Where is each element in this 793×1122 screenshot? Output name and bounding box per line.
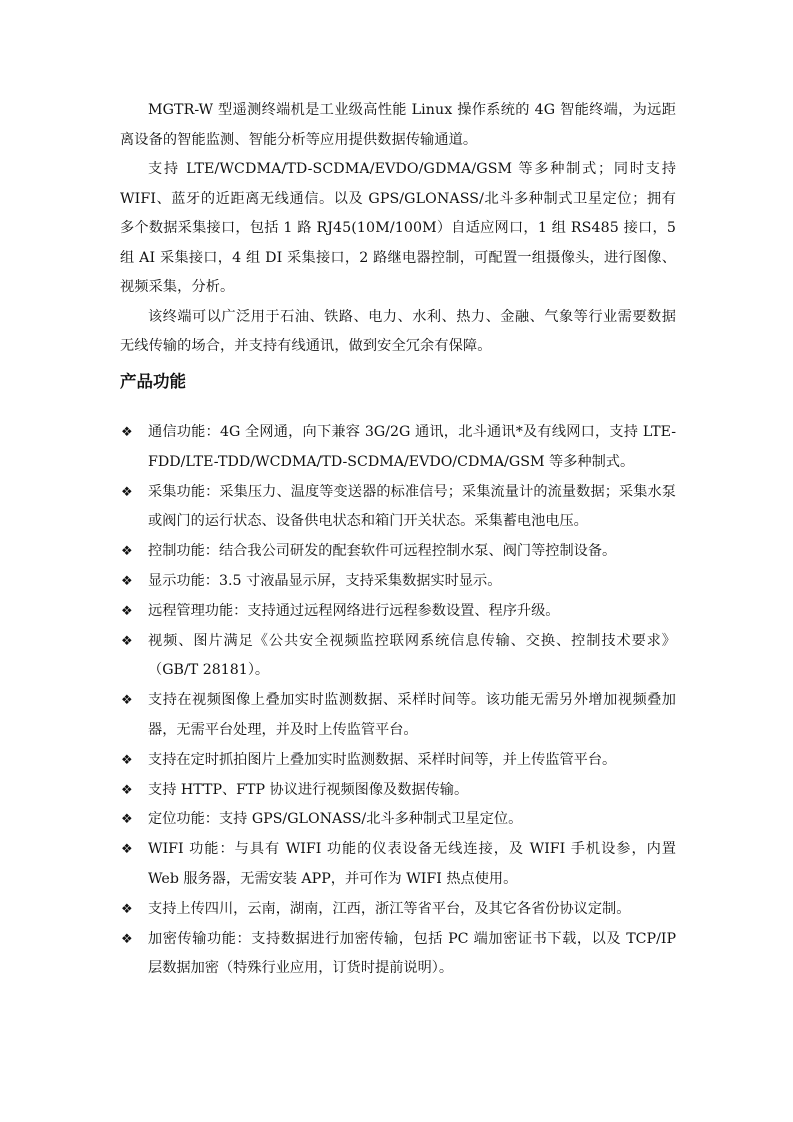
feature-text: 加密传输功能：支持数据进行加密传输，包括 PC 端加密证书下载，以及 TCP/IP 层数据加密（特殊行业应用，订货时提前说明）。 bbox=[148, 930, 676, 977]
intro-paragraph-2: 支持 LTE/WCDMA/TD-SCDMA/EVDO/GDMA/GSM 等多种制式；同时支持 WIFI、蓝牙的近距离无线通信。以及 GPS/GLONASS/北斗多种制式卫星定位；拥有多个数据采集接口，包括 1 路 RJ45(10M/100M）自适应网口，1 组 RS485 接口，5 组 AI 采集接口，4 组 DI 采集接口，2 路继电器控制，可配置一组摄像头，进行图像、视频采集，分析。 bbox=[120, 161, 676, 295]
feature-text: 支持 HTTP、FTP 协议进行视频图像及数据传输。 bbox=[148, 781, 469, 798]
feature-item-communication bbox=[120, 418, 676, 478]
intro-paragraph-3: 该终端可以广泛用于石油、铁路、电力、水利、热力、金融、气象等行业需要数据无线传输的场合，并支持有线通讯，做到安全冗余有保障。 bbox=[120, 308, 676, 354]
feature-item-video-overlay bbox=[120, 686, 676, 746]
feature-item-positioning bbox=[120, 805, 676, 835]
feature-text: 控制功能：结合我公司研发的配套软件可远程控制水泵、阀门等控制设备。 bbox=[148, 543, 617, 560]
feature-item-provincial-platforms bbox=[120, 895, 676, 925]
feature-text: 采集功能：采集压力、温度等变送器的标准信号；采集流量计的流量数据；采集水泵或阀门的运行状态、设备供电状态和箱门开关状态。采集蓄电池电压。 bbox=[148, 483, 676, 530]
feature-list bbox=[120, 418, 676, 984]
diamond-bullet-icon: ❖ bbox=[121, 812, 133, 828]
feature-text: 支持上传四川，云南，湖南，江西，浙江等省平台，及其它各省份协议定制。 bbox=[148, 900, 631, 917]
feature-item-remote-management bbox=[120, 597, 676, 627]
section-heading: 产品功能 bbox=[120, 372, 186, 391]
feature-text: 远程管理功能：支持通过远程网络进行远程参数设置、程序升级。 bbox=[148, 602, 560, 619]
diamond-bullet-icon: ❖ bbox=[121, 842, 133, 858]
intro-section bbox=[120, 96, 676, 362]
feature-text: 视频、图片满足《公共安全视频监控联网系统信息传输、交换、控制技术要求》（GB/T 28181）。 bbox=[148, 632, 676, 679]
diamond-bullet-icon: ❖ bbox=[121, 425, 133, 440]
feature-text: 支持在定时抓拍图片上叠加实时监测数据、采样时间等，并上传监管平台。 bbox=[148, 751, 617, 768]
intro-paragraph-1: MGTR-W 型遥测终端机是工业级高性能 Linux 操作系统的 4G 智能终端，为远距离设备的智能监测、智能分析等应用提供数据传输通道。 bbox=[120, 102, 676, 148]
feature-item-snapshot-overlay bbox=[120, 746, 676, 776]
diamond-bullet-icon: ❖ bbox=[121, 693, 133, 709]
feature-item-encryption bbox=[120, 925, 676, 985]
feature-text: 定位功能：支持 GPS/GLONASS/北斗多种制式卫星定位。 bbox=[148, 811, 523, 828]
diamond-bullet-icon: ❖ bbox=[121, 603, 133, 619]
feature-text: 通信功能：4G 全网通，向下兼容 3G/2G 通讯，北斗通讯*及有线网口，支持 LTE-FDD/LTE-TDD/WCDMA/TD-SCDMA/EVDO/CDMA/GSM 等多种制式。 bbox=[148, 424, 676, 470]
feature-text: WIFI 功能：与具有 WIFI 功能的仪表设备无线连接，及 WIFI 手机设参，内置 Web 服务器，无需安装 APP，并可作为 WIFI 热点使用。 bbox=[148, 841, 676, 887]
feature-item-wifi bbox=[120, 835, 676, 895]
diamond-bullet-icon: ❖ bbox=[121, 633, 133, 649]
feature-text: 支持在视频图像上叠加实时监测数据、采样时间等。该功能无需另外增加视频叠加器，无需平台处理，并及时上传监管平台。 bbox=[148, 692, 676, 738]
feature-item-http-ftp bbox=[120, 776, 676, 806]
diamond-bullet-icon: ❖ bbox=[121, 782, 133, 798]
diamond-bullet-icon: ❖ bbox=[121, 544, 133, 560]
diamond-bullet-icon: ❖ bbox=[121, 752, 133, 768]
feature-item-video-standard bbox=[120, 627, 676, 687]
feature-text: 显示功能：3.5 寸液晶显示屏，支持采集数据实时显示。 bbox=[148, 572, 502, 589]
diamond-bullet-icon: ❖ bbox=[121, 901, 133, 917]
feature-item-display bbox=[120, 567, 676, 597]
feature-item-acquisition bbox=[120, 478, 676, 538]
diamond-bullet-icon: ❖ bbox=[121, 931, 133, 947]
diamond-bullet-icon: ❖ bbox=[121, 484, 133, 500]
diamond-bullet-icon: ❖ bbox=[121, 573, 133, 589]
feature-item-control bbox=[120, 537, 676, 567]
